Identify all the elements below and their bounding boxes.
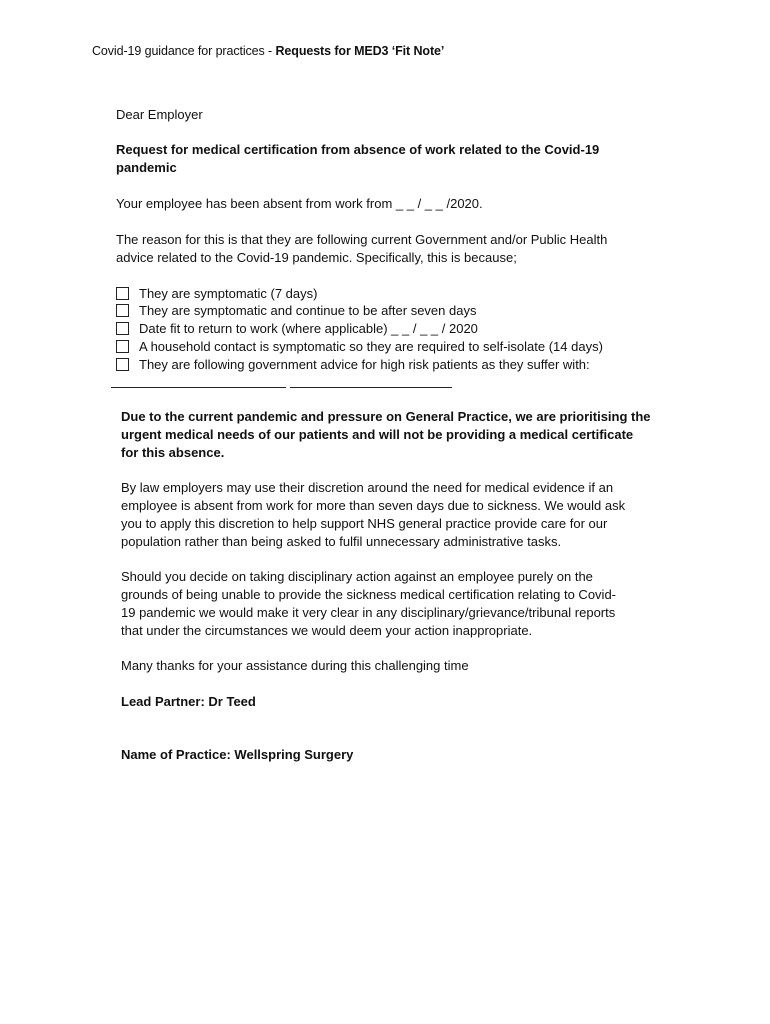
reason-line-1: The reason for this is that they are following current Government and/or Public Health <box>116 232 608 247</box>
law-line-2: employee is absent from work for more than seven days due to sickness. We would ask <box>121 498 626 513</box>
checkbox[interactable] <box>116 287 129 300</box>
subject-line-2: pandemic <box>116 160 177 175</box>
disciplinary-line-3: 19 pandemic we would make it very clear in any disciplinary/grievance/tribunal reports <box>121 605 616 620</box>
page-header <box>92 44 444 58</box>
checkbox-label: They are symptomatic and continue to be after seven days <box>139 302 477 318</box>
checkbox-row-date-fit[interactable] <box>116 320 478 336</box>
absent-since-line: Your employee has been absent from work from _ _ / _ _ /2020. <box>116 196 483 211</box>
notice-line-1: Due to the current pandemic and pressure on General Practice, we are prioritising the <box>121 409 651 424</box>
disciplinary-line-1: Should you decide on taking disciplinary action against an employee purely on the <box>121 569 593 584</box>
checkbox-row-household-contact[interactable] <box>116 338 603 354</box>
checkbox[interactable] <box>116 322 129 335</box>
lead-partner: Lead Partner: Dr Teed <box>121 694 256 709</box>
checkbox-label: Date fit to return to work (where applicable) _ _ / _ _ / 2020 <box>139 320 478 336</box>
checkbox-label: They are symptomatic (7 days) <box>139 285 318 301</box>
notice-line-3: for this absence. <box>121 445 225 460</box>
checkbox-label: A household contact is symptomatic so they are required to self-isolate (14 days) <box>139 338 603 354</box>
checkbox-row-symptomatic[interactable] <box>116 285 317 301</box>
law-line-1: By law employers may use their discretion around the need for medical evidence if an <box>121 480 614 495</box>
law-line-4: population rather than being asked to fulfil unnecessary administrative tasks. <box>121 534 562 549</box>
subject-line-1: Request for medical certification from absence of work related to the Covid-19 <box>116 142 600 157</box>
practice-name: Name of Practice: Wellspring Surgery <box>121 747 354 762</box>
disciplinary-line-2: grounds of being unable to provide the sickness medical certification relating to Covid- <box>121 587 616 602</box>
checkbox[interactable] <box>116 358 129 371</box>
checkbox[interactable] <box>116 304 129 317</box>
header-title: Requests for MED3 ‘Fit Note’ <box>275 44 445 58</box>
law-line-3: you to apply this discretion to help support NHS general practice provide care for our <box>121 516 608 531</box>
reason-line-2: advice related to the Covid-19 pandemic. Specifically, this is because; <box>116 250 517 265</box>
checkbox-row-symptomatic-seven-days[interactable] <box>116 302 476 318</box>
notice-line-2: urgent medical needs of our patients and will not be providing a medical certificate <box>121 427 634 442</box>
salutation: Dear Employer <box>116 107 203 122</box>
checkbox-row-high-risk[interactable] <box>116 356 590 372</box>
checkbox-label: They are following government advice for high risk patients as they suffer with: <box>139 356 590 372</box>
thanks-line: Many thanks for your assistance during this challenging time <box>121 658 469 673</box>
disciplinary-line-4: that under the circumstances we would deem your action inappropriate. <box>121 623 533 638</box>
condition-blank-line-2[interactable] <box>290 387 452 388</box>
checkbox[interactable] <box>116 340 129 353</box>
condition-blank-line-1[interactable] <box>111 387 286 388</box>
header-prefix: Covid-19 guidance for practices - <box>92 44 276 58</box>
